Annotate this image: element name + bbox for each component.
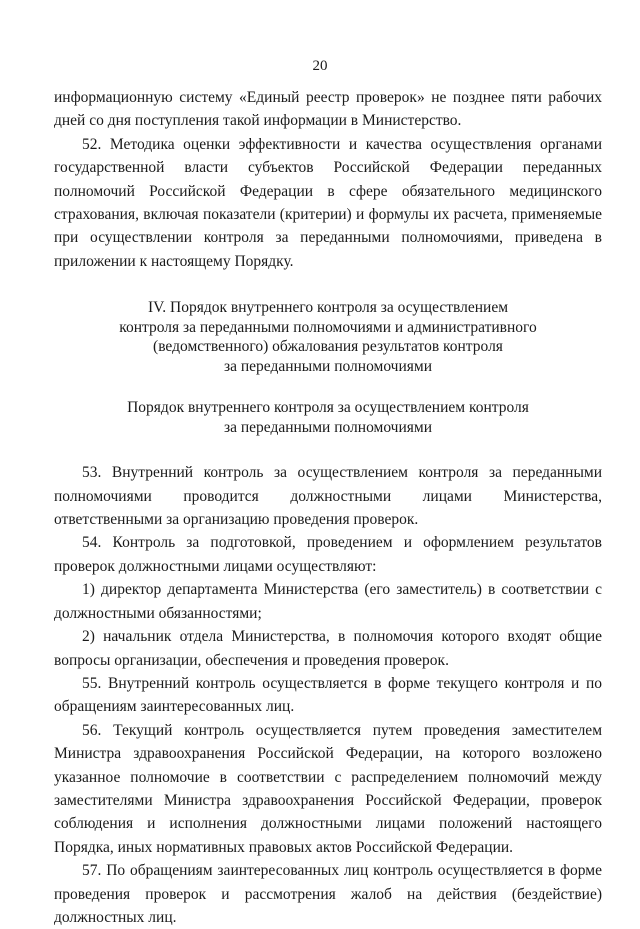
paragraph-52: 52. Методика оценки эффективности и качества осуществления органами государственной власти субъектов Российской Федерации переданных полномочий Российской Федерации в сфере обязательного медицинского страхования, включая показатели (критерии) и формулы их расчета, применяемые при осуществлении контроля за переданными полномочиями, приведена в приложении к настоящему Порядку. xyxy=(54,135,602,270)
subheading-line: Порядок внутреннего контроля за осуществлением контроля xyxy=(127,399,529,417)
paragraph-53: 53. Внутренний контроль за осуществлением контроля за переданными полномочиями проводится должностными лицами Министерства, ответственными за организацию проведения проверок. xyxy=(54,464,602,529)
paragraph-55: 55. Внутренний контроль осуществляется в форме текущего контроля и по обращениям заинтересованных лиц. xyxy=(54,674,602,716)
subheading xyxy=(54,398,602,437)
section-heading-line: (ведомственного) обжалования результатов контроля xyxy=(153,338,503,356)
paragraph-54-item-2: 2) начальник отдела Министерства, в полномочия которого входят общие вопросы организации, обеспечения и проведения проверок. xyxy=(54,628,602,669)
paragraph-54-item-1: 1) директор департамента Министерства (его заместитель) в соответствии с должностными обязанностями; xyxy=(54,581,602,622)
subheading-line: за переданными полномочиями xyxy=(223,418,433,436)
section-heading-line: IV. Порядок внутреннего контроля за осуществлением xyxy=(147,299,509,317)
paragraph-continuation: информационную систему «Единый реестр проверок» не позднее пяти рабочих дней со дня поступления такой информации в Министерство. xyxy=(54,89,602,130)
section-heading-line: контроля за переданными полномочиями и административного xyxy=(119,318,537,336)
section-heading xyxy=(54,298,602,376)
paragraph-54: 54. Контроль за подготовкой, проведением и оформлением результатов проверок должностными лицами осуществляют: xyxy=(54,534,602,575)
document-body xyxy=(54,86,602,929)
paragraph-56: 56. Текущий контроль осуществляется путем проведения заместителем Министра здравоохранения Российской Федерации, на которого возложено указанное полномочие в соответствии с распределением полномочий между заместителями Министра здравоохранения Российской Федерации, проверок соблюдения и исполнения должностными лицами положений настоящего Порядка, иных нормативных правовых актов Российской Федерации. xyxy=(54,721,602,856)
section-heading-line: за переданными полномочиями xyxy=(223,357,433,375)
page-number: 20 xyxy=(312,58,328,74)
paragraph-57: 57. По обращениям заинтересованных лиц контроль осуществляется в форме проведения проверок и рассмотрения жалоб на действия (бездействие) должностных лиц. xyxy=(54,862,602,926)
